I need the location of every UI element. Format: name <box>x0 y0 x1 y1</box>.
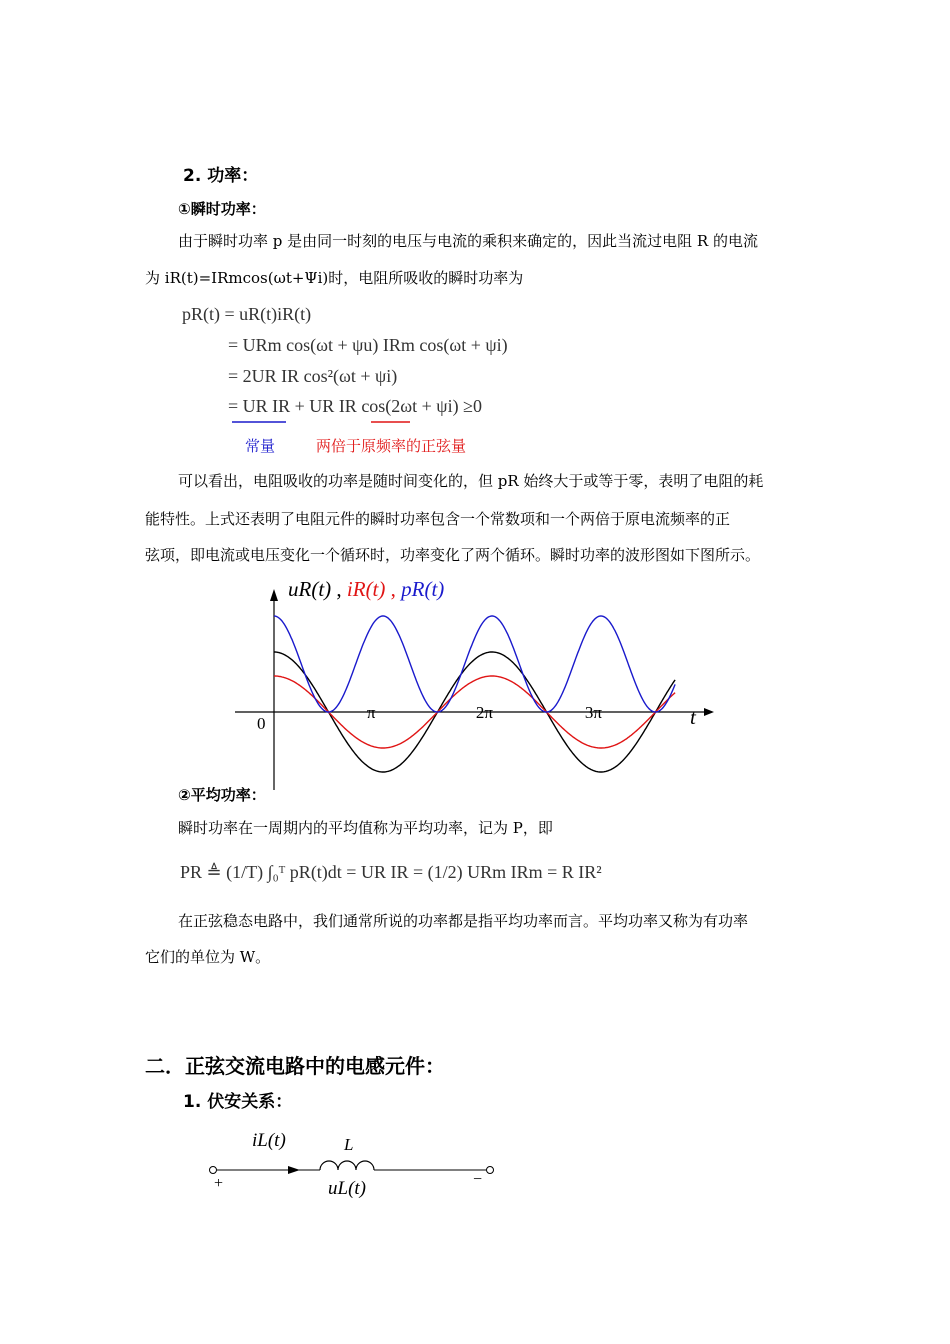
series-pr-curve <box>274 616 675 712</box>
inst-paragraph-line1: 由于瞬时功率 p 是由同一时刻的电压与电流的乘积来确定的，因此当流过电阻 R 的电流 <box>178 232 758 250</box>
power-heading: 2. 功率： <box>183 166 259 186</box>
x-axis-arrow-icon <box>704 708 714 716</box>
inductor-circuit-diagram <box>200 1120 510 1210</box>
inductor-coil <box>320 1161 374 1170</box>
x-tick-label: π <box>366 703 376 722</box>
equation-line-2: = URm cos(ωt + ψu) IRm cos(ωt + ψi) <box>228 335 508 355</box>
inst-paragraph-line4: 能特性。上式还表明了电阻元件的瞬时功率包含一个常数项和一个两倍于原电流频率的正 <box>145 510 731 528</box>
double-frequency-label: 两倍于原频率的正弦量 <box>316 437 467 455</box>
constant-term-label: 常量 <box>245 437 276 455</box>
inst-paragraph-line5: 弦项，即电流或电压变化一个循环时，功率变化了两个循环。瞬时功率的波形图如下图所示。 <box>145 546 761 564</box>
chart-title: uR(t) , iR(t) , pR(t) <box>288 577 445 601</box>
current-label: iL(t) <box>252 1130 286 1151</box>
average-power-equation: PR ≜ (1/T) ∫₀ᵀ pR(t)dt = UR IR = (1/2) URm IRm = R IR² <box>180 862 602 882</box>
instantaneous-power-heading: ①瞬时功率： <box>178 200 266 218</box>
avg-paragraph-line1: 瞬时功率在一周期内的平均值称为平均功率，记为 P，即 <box>178 819 553 837</box>
minus-sign: − <box>473 1171 483 1188</box>
voltage-label: uL(t) <box>328 1178 366 1199</box>
equation-line-4: = UR IR + UR IR cos(2ωt + ψi) ≥0 <box>228 396 482 416</box>
legend-series-name: pR(t) <box>401 577 445 601</box>
x-axis-label: t <box>690 705 696 729</box>
x-tick-label: 3π <box>584 703 603 722</box>
x-tick-label: 2π <box>475 703 494 722</box>
legend-series-name: uR(t) <box>288 577 332 601</box>
legend-series-name: iR(t) <box>346 577 386 601</box>
inductor-section-heading: 二．正弦交流电路中的电感元件： <box>145 1054 445 1078</box>
power-waveform-chart <box>230 575 720 795</box>
equation-underlines <box>0 0 950 440</box>
inst-paragraph-line3: 可以看出，电阻吸收的功率是随时间变化的，但 pR 始终大于或等于零，表明了电阻的耗 <box>178 472 764 490</box>
current-arrow-icon <box>288 1166 300 1174</box>
equation-line-1: pR(t) = uR(t)iR(t) <box>182 304 312 324</box>
inductor-label: L <box>344 1135 354 1154</box>
equation-line-3: = 2UR IR cos²(ωt + ψi) <box>228 366 398 386</box>
plus-sign: + <box>214 1175 224 1192</box>
avg-paragraph-line3: 它们的单位为 W。 <box>145 948 271 966</box>
left-terminal <box>210 1167 217 1174</box>
average-power-heading: ②平均功率： <box>178 786 266 804</box>
avg-paragraph-line2: 在正弦稳态电路中，我们通常所说的功率都是指平均功率而言。平均功率又称为有功率 <box>178 912 749 930</box>
inst-paragraph-line2: 为 iR(t)=IRmcos(ωt+Ψi)时，电阻所吸收的瞬时功率为 <box>145 269 524 287</box>
x-tick-label: 0 <box>257 714 266 733</box>
vi-relation-heading: 1. 伏安关系： <box>183 1092 293 1112</box>
right-terminal <box>487 1167 494 1174</box>
y-axis-arrow-icon <box>270 589 278 601</box>
